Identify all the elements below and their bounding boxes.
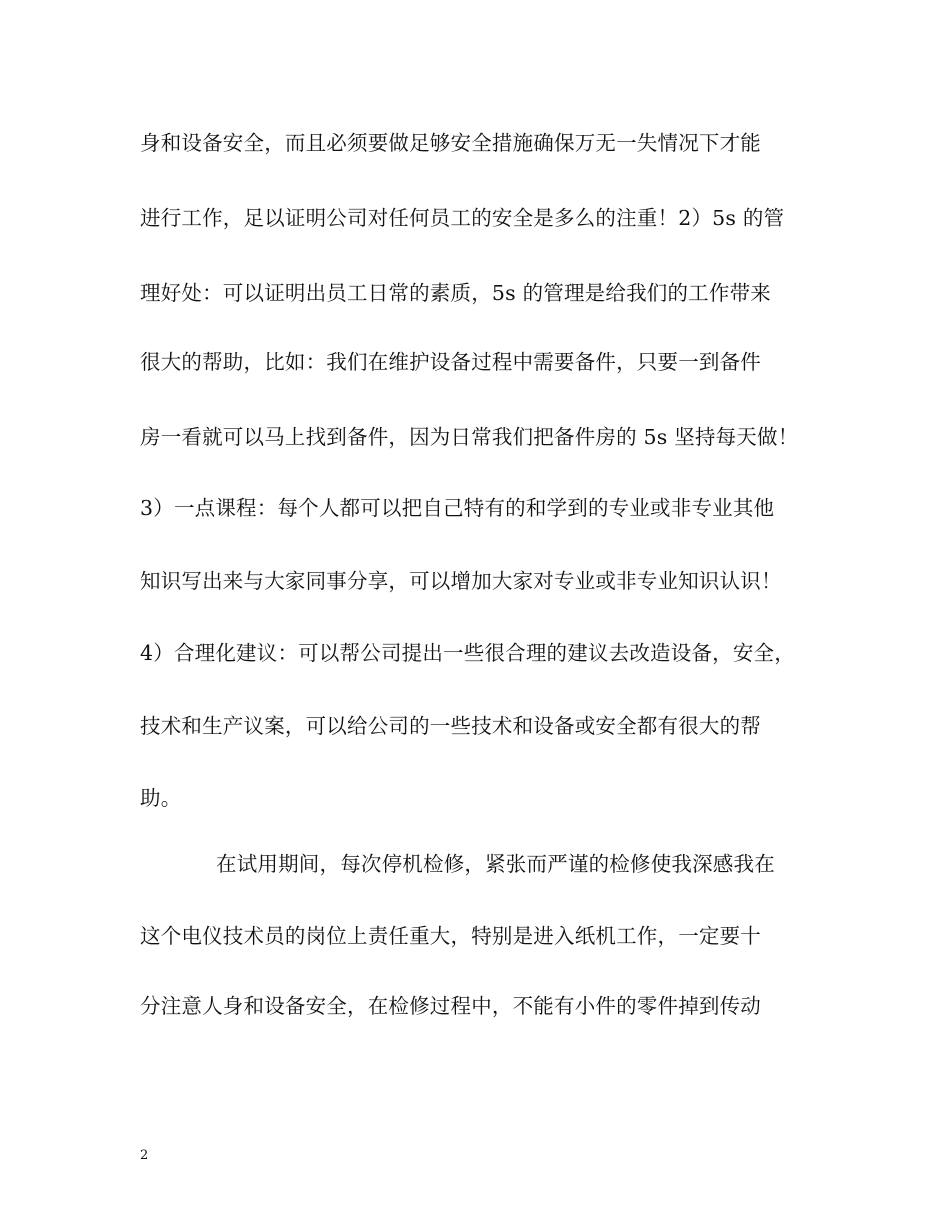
text-line-7: 知识写出来与大家同事分享，可以增加大家对专业或非专业知识认识！ bbox=[140, 569, 782, 593]
text-line-1: 身和设备安全，而且必须要做足够安全措施确保万无一失情况下才能 bbox=[140, 131, 761, 155]
text-line-12: 这个电仪技术员的岗位上责任重大，特别是进入纸机工作，一定要十 bbox=[140, 924, 761, 948]
text-line-3: 理好处：可以证明出员工日常的素质，5s 的管理是给我们的工作带来 bbox=[140, 281, 771, 305]
text-line-8: 4）合理化建议：可以帮公司提出一些很合理的建议去改造设备，安全， bbox=[140, 641, 795, 665]
text-line-6: 3）一点课程：每个人都可以把自己特有的和学到的专业或非专业其他 bbox=[140, 496, 775, 520]
page-number: 2 bbox=[140, 1148, 149, 1163]
text-line-13: 分注意人身和设备安全，在检修过程中，不能有小件的零件掉到传动 bbox=[140, 994, 761, 1018]
text-line-10: 助。 bbox=[140, 786, 182, 810]
text-line-9: 技术和生产议案，可以给公司的一些技术和设备或安全都有很大的帮 bbox=[140, 714, 761, 738]
text-line-2: 进行工作，足以证明公司对任何员工的安全是多么的注重！2）5s 的管 bbox=[140, 206, 785, 230]
text-line-5: 房一看就可以马上找到备件，因为日常我们把备件房的 5s 坚持每天做！ bbox=[140, 425, 799, 449]
text-line-4: 很大的帮助，比如：我们在维护设备过程中需要备件，只要一到备件 bbox=[140, 350, 761, 374]
text-line-11-indented: 在试用期间，每次停机检修，紧张而严谨的检修使我深感我在 bbox=[216, 852, 775, 876]
